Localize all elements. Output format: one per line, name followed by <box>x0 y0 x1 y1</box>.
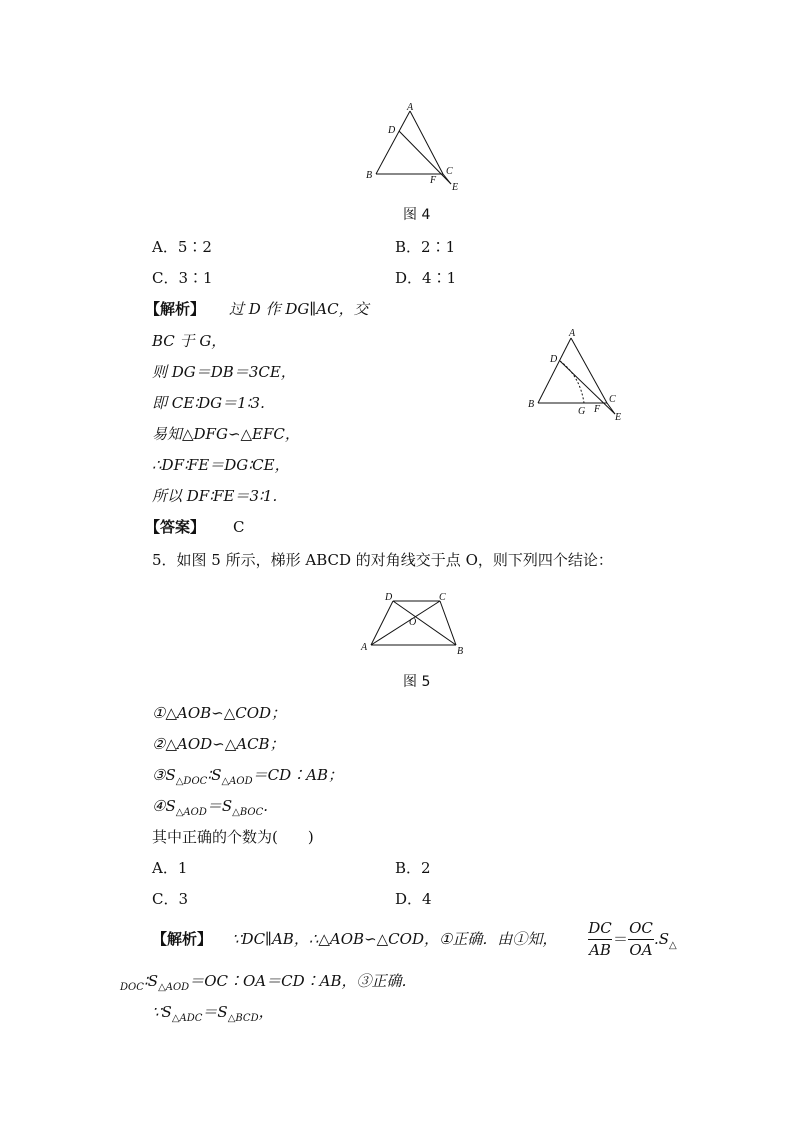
label-c: C <box>446 166 453 177</box>
solution-figure <box>520 326 630 426</box>
f5-label-o: O <box>409 617 417 628</box>
line3-pre: ∵S <box>152 1003 172 1021</box>
solution-line-3: 则 DG＝DB＝3CE， <box>152 363 296 381</box>
answer-value: C <box>233 518 245 536</box>
solution-line-5: 易知△DFG∽△EFC， <box>152 425 300 443</box>
label-b: B <box>366 170 373 181</box>
line2-sub: DOC <box>120 982 144 993</box>
solution-tag: 【解析】 <box>145 300 206 318</box>
q5-solution-line-3 <box>152 1003 274 1024</box>
frac2-den: OA <box>629 941 653 959</box>
f5-label-c: C <box>439 592 446 603</box>
tail-sub: △ <box>669 940 677 951</box>
frac2-bar <box>628 939 654 940</box>
c3-mid: ∶S <box>207 766 222 784</box>
q5-option-a: A．1 <box>152 859 188 877</box>
c4-pre: ④S <box>152 797 176 815</box>
frac1-bar <box>588 939 612 940</box>
c3-post: ＝CD∶AB； <box>252 766 343 784</box>
figure-4-caption: 图 4 <box>403 207 431 223</box>
c3-sub2: △AOD <box>221 776 253 787</box>
sol-label-c: C <box>609 394 616 405</box>
option-b: B．2∶1 <box>395 238 456 256</box>
answer-tag: 【答案】 <box>145 518 206 536</box>
option-c: C．3∶1 <box>152 269 213 287</box>
c4-mid: ＝S <box>206 797 233 815</box>
line3-sub1: △ADC <box>171 1013 203 1024</box>
label-e: E <box>452 182 459 193</box>
frac2-num: OC <box>629 919 653 937</box>
figure-5-caption: 图 5 <box>403 674 431 690</box>
fraction-dc-ab <box>588 921 612 958</box>
q5-option-b: B．2 <box>395 859 431 877</box>
fraction-oc-oa <box>628 921 654 958</box>
q5-solution-tag: 【解析】 <box>152 930 213 948</box>
sol-label-a: A <box>569 328 576 339</box>
option-d: D．4∶1 <box>395 269 457 287</box>
sol-label-e: E <box>615 412 622 423</box>
label-a: A <box>407 102 414 113</box>
solution-line-1: 过 D 作 DG∥AC，交 <box>229 300 369 318</box>
line3-post: ， <box>258 1003 274 1021</box>
sol-label-f: F <box>594 404 601 415</box>
q5-option-d: D．4 <box>395 890 432 908</box>
q5-solution-line-2 <box>120 972 417 993</box>
c3-pre: ③S <box>152 766 176 784</box>
solution-line-2: BC 于 G， <box>152 332 227 350</box>
f5-label-a: A <box>361 642 368 653</box>
q5-tail <box>654 930 677 951</box>
frac1-num: DC <box>588 919 612 937</box>
c3-sub1: △DOC <box>175 776 208 787</box>
option-a: A．5∶2 <box>152 238 212 256</box>
frac1-den: AB <box>589 941 611 959</box>
c4-sub1: △AOD <box>175 807 207 818</box>
sol-label-g: G <box>578 406 586 417</box>
c4-sub2: △BOC <box>232 807 264 818</box>
q5-option-c: C．3 <box>152 890 189 908</box>
figure-5 <box>360 590 470 660</box>
line3-mid: ＝S <box>202 1003 228 1021</box>
q5-solution-line-1: ∵DC∥AB，∴△AOB∽△COD，①正确．由①知， <box>232 930 558 948</box>
q5-question: 其中正确的个数为( ) <box>152 828 314 846</box>
solution-line-4: 即 CE∶DG＝1∶3. <box>152 394 265 412</box>
q5-stem: 5．如图 5 所示，梯形 ABCD 的对角线交于点 O，则下列四个结论： <box>152 551 613 569</box>
f5-label-d: D <box>385 592 393 603</box>
sol-label-d: D <box>550 354 558 365</box>
line3-sub2: △BCD <box>227 1013 259 1024</box>
conclusion-4 <box>152 797 269 818</box>
conclusion-1: ①△AOB∽△COD； <box>152 704 287 722</box>
c4-post: . <box>263 797 269 815</box>
label-d: D <box>388 125 396 136</box>
tail-s: .S <box>654 930 670 948</box>
conclusion-3 <box>152 766 343 787</box>
conclusion-2: ②△AOD∽△ACB； <box>152 735 285 753</box>
solution-line-6: ∴DF∶FE＝DG∶CE， <box>152 456 290 474</box>
label-f: F <box>430 175 437 186</box>
line2-a: ∶S <box>143 972 159 990</box>
figure-4 <box>360 100 470 195</box>
line2-b: ＝OC∶OA＝CD∶AB，③正确． <box>189 972 417 990</box>
f5-label-b: B <box>457 646 464 657</box>
sol-label-b: B <box>528 399 535 410</box>
solution-line-7: 所以 DF∶FE＝3∶1. <box>152 487 278 505</box>
line2-sub2: △AOD <box>158 982 190 993</box>
q5-eq: ＝ <box>613 930 629 948</box>
